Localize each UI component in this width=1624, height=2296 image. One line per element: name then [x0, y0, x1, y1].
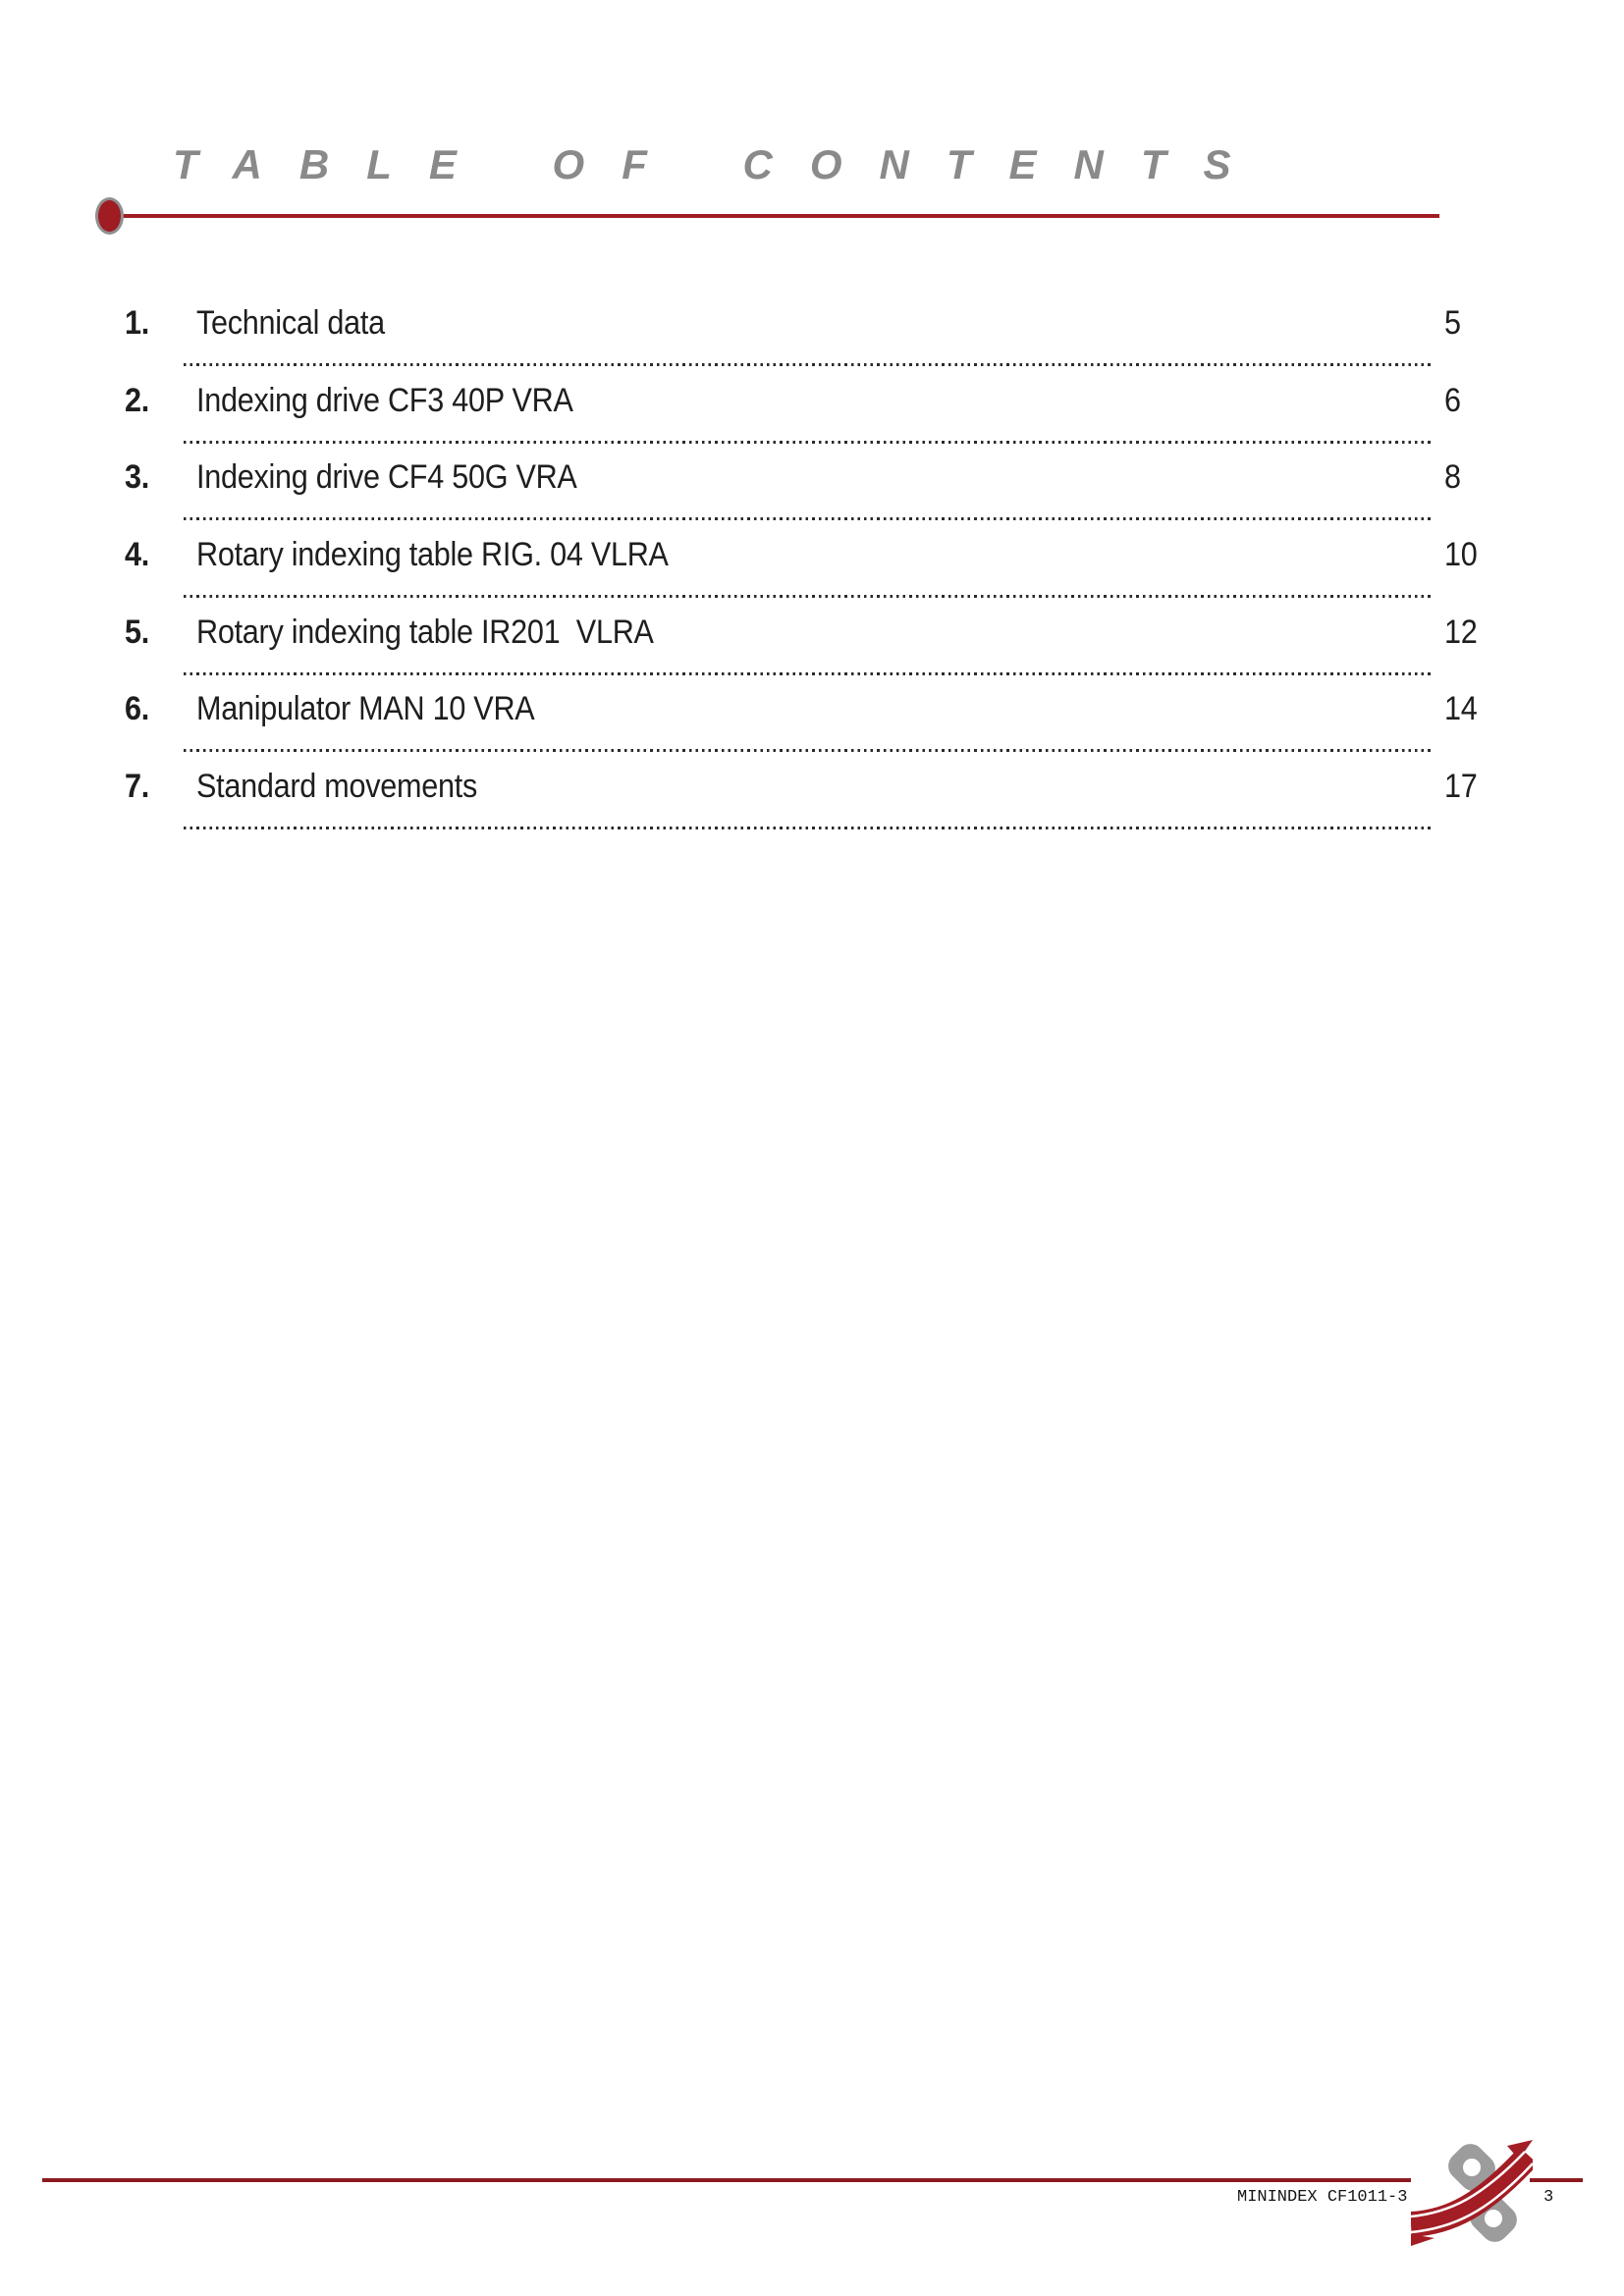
toc-entry-page-number: 17 [1444, 768, 1478, 805]
toc-entry [0, 460, 1624, 529]
toc-entry-label: Rotary indexing table IR201 VLRA [196, 614, 654, 651]
dotted-leader [184, 827, 1434, 829]
dotted-leader [184, 749, 1434, 752]
dotted-leader [184, 441, 1434, 444]
footer-rule-left [42, 2178, 1411, 2182]
toc-entry [0, 538, 1624, 607]
dotted-leader [184, 672, 1434, 675]
toc-entry-number: 7. [125, 768, 149, 805]
company-logo-icon [1411, 2140, 1533, 2254]
toc-entry-number: 5. [125, 614, 149, 651]
footer-rule-right [1530, 2178, 1583, 2182]
toc-entry-label: Indexing drive CF4 50G VRA [196, 458, 577, 496]
toc-entry-number: 2. [125, 382, 149, 419]
toc-entry-number: 3. [125, 458, 149, 496]
footer-page-number: 3 [1543, 2188, 1554, 2207]
dotted-leader [184, 517, 1434, 520]
toc-entry-label: Technical data [196, 304, 385, 342]
toc-entry-page-number: 5 [1444, 304, 1461, 342]
toc-entry-label: Indexing drive CF3 40P VRA [196, 382, 573, 419]
toc-entry-label: Rotary indexing table RIG. 04 VLRA [196, 536, 669, 573]
toc-entry-page-number: 12 [1444, 614, 1478, 651]
toc-entry [0, 306, 1624, 375]
toc-entry [0, 692, 1624, 761]
dotted-leader [184, 363, 1434, 366]
toc-entry-page-number: 10 [1444, 536, 1478, 573]
toc-entry [0, 615, 1624, 684]
toc-entry [0, 384, 1624, 453]
toc-entry-number: 1. [125, 304, 149, 342]
toc-entry-label: Manipulator MAN 10 VRA [196, 690, 535, 727]
footer-doc-reference: MININDEX CF1011-3 [1237, 2188, 1408, 2207]
dotted-leader [184, 595, 1434, 598]
toc-entry-page-number: 8 [1444, 458, 1461, 496]
toc-entry-label: Standard movements [196, 768, 478, 805]
toc-entry-page-number: 14 [1444, 690, 1478, 727]
toc-entry-number: 6. [125, 690, 149, 727]
toc-entry-page-number: 6 [1444, 382, 1461, 419]
toc-entry-number: 4. [125, 536, 149, 573]
toc-entry [0, 770, 1624, 838]
page-title: TABLE OF CONTENTS [173, 141, 1269, 187]
